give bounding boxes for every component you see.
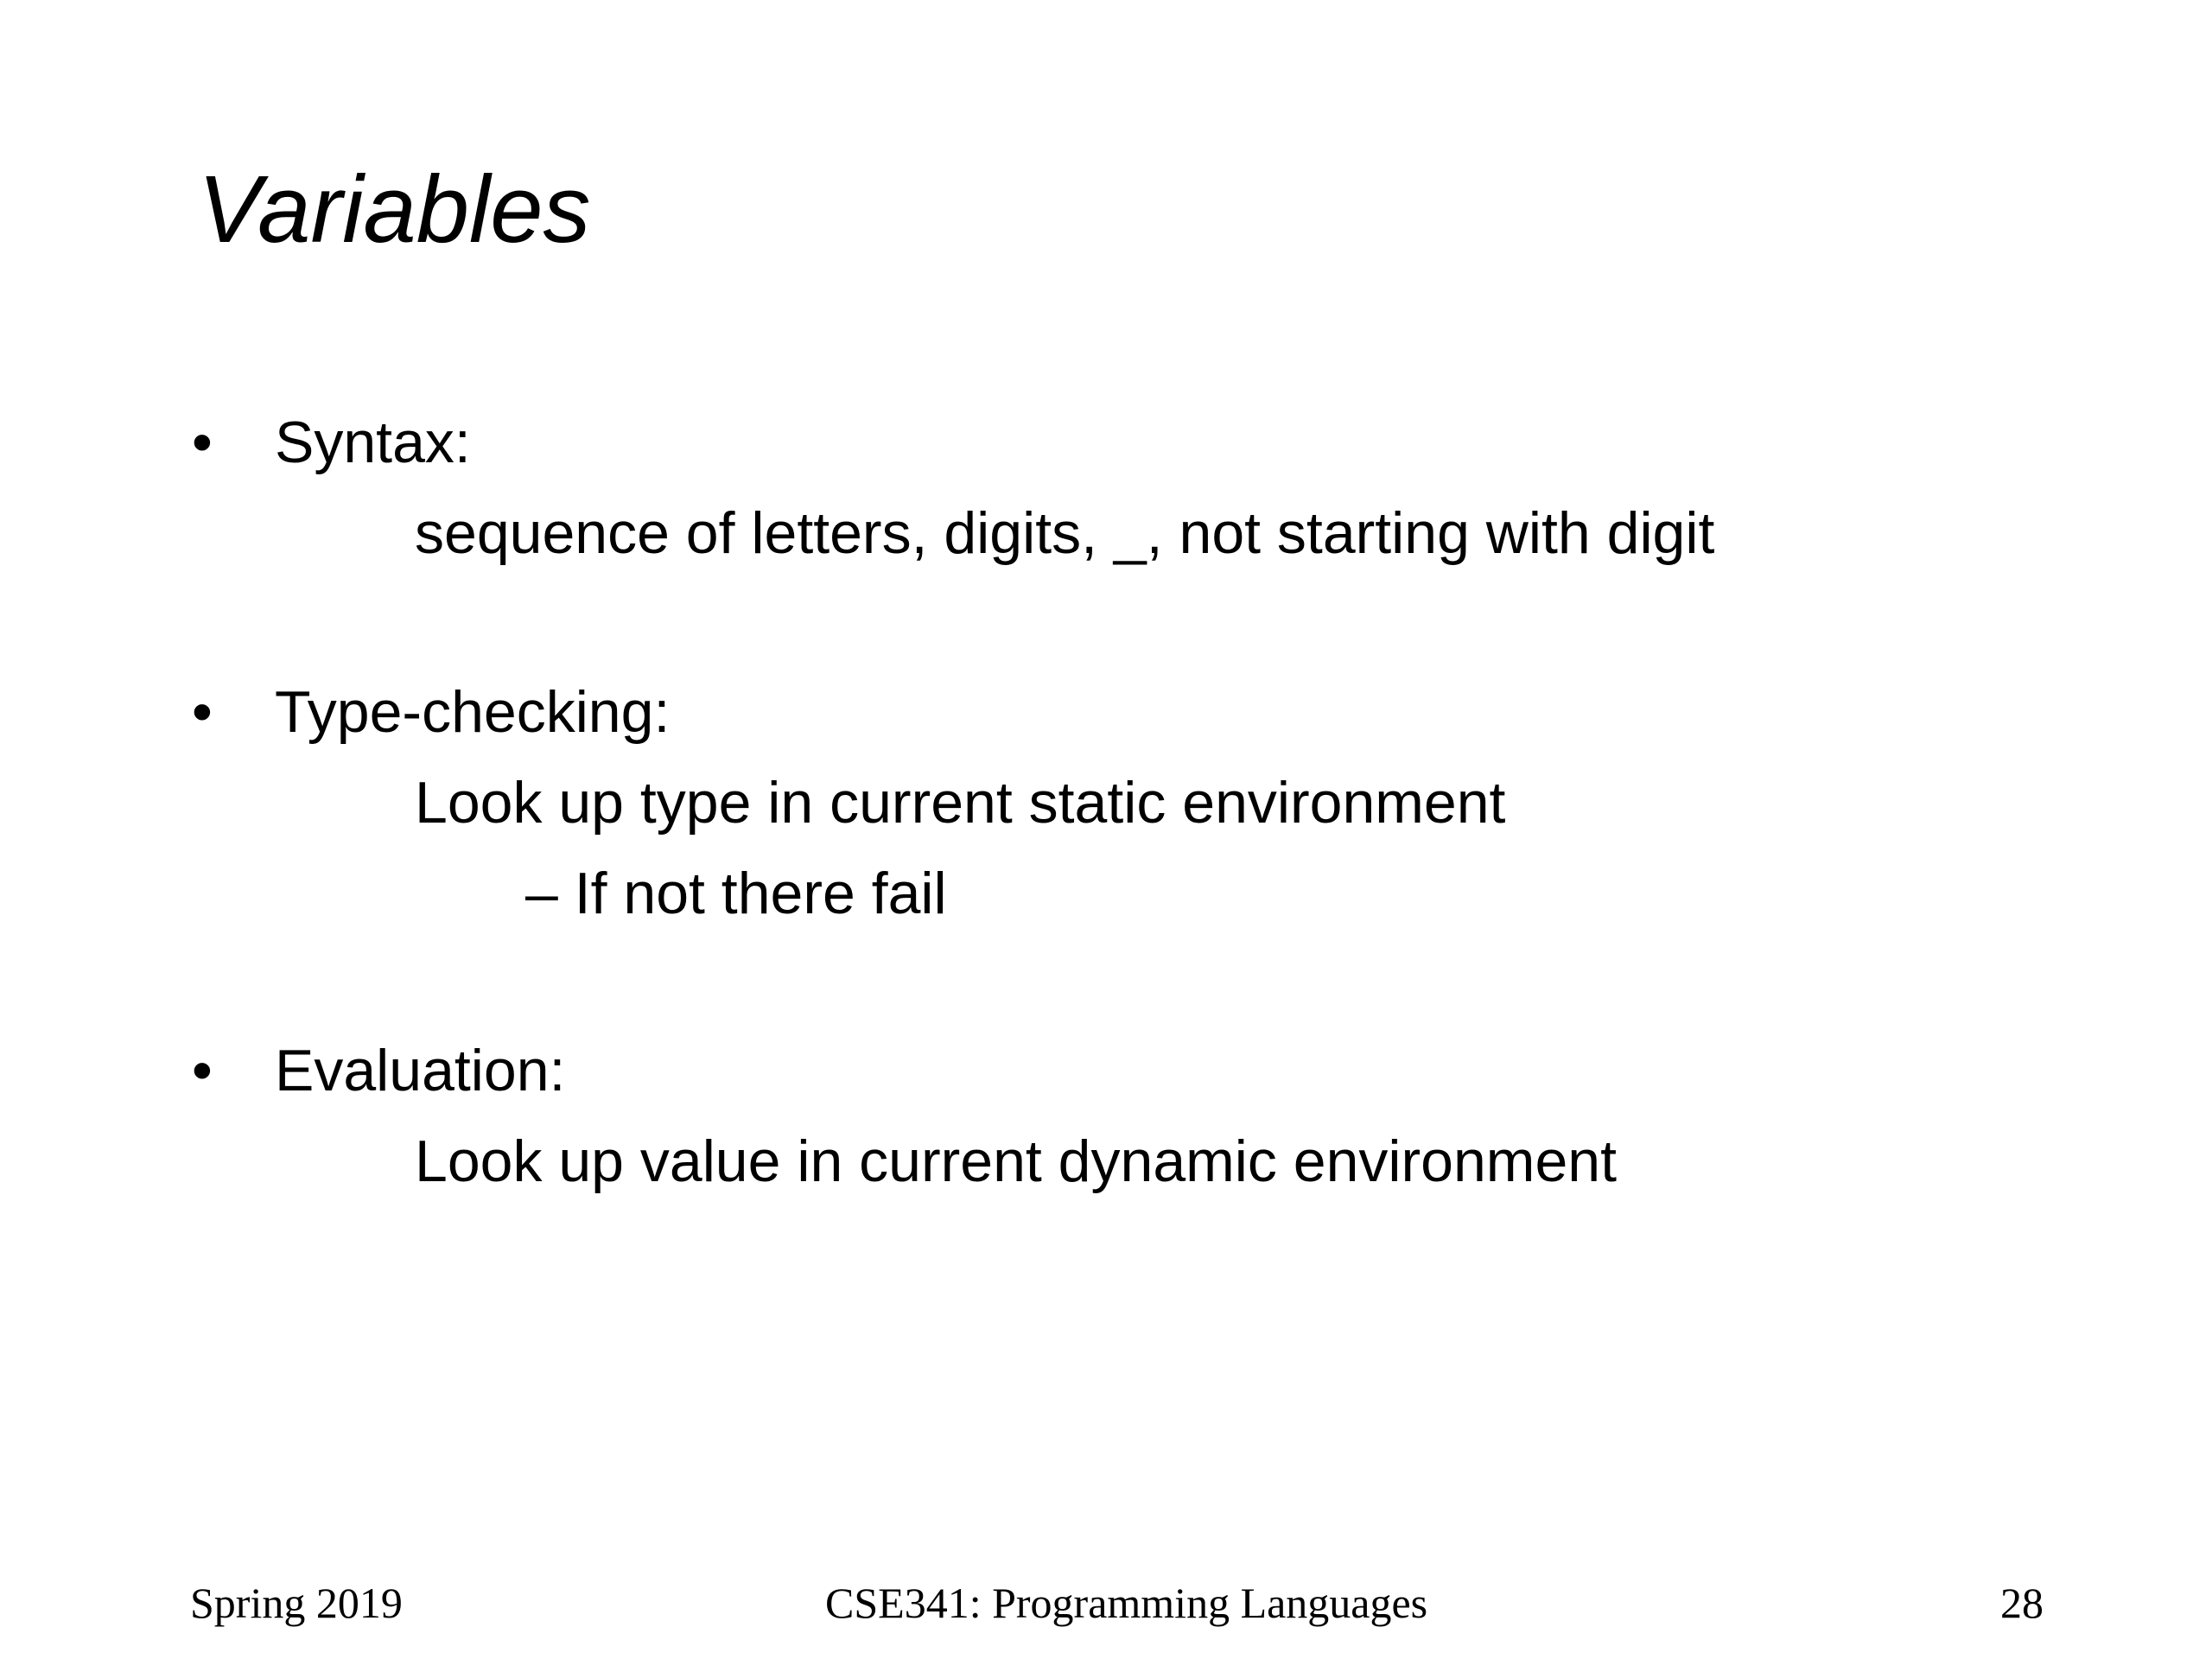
bullet-subitem-type-checking: – If not there fail (525, 861, 947, 926)
footer-term: Spring 2019 (190, 1579, 403, 1627)
slide-title: Variables (198, 156, 591, 263)
bullet-marker: • (192, 410, 213, 475)
bullet-heading-type-checking: Type-checking: (275, 679, 671, 745)
bullet-heading-evaluation: Evaluation: (275, 1038, 566, 1103)
bullet-detail-type-checking: Look up type in current static environment (415, 770, 1506, 836)
bullet-marker: • (192, 1038, 213, 1103)
footer-page-number: 28 (2000, 1579, 2044, 1627)
bullet-heading-syntax: Syntax: (275, 410, 471, 475)
bullet-detail-evaluation: Look up value in current dynamic environment (415, 1128, 1617, 1194)
bullet-detail-syntax: sequence of letters, digits, _, not starting with digit (415, 500, 1715, 566)
footer-course: CSE341: Programming Languages (825, 1579, 1428, 1627)
bullet-marker: • (192, 679, 213, 745)
